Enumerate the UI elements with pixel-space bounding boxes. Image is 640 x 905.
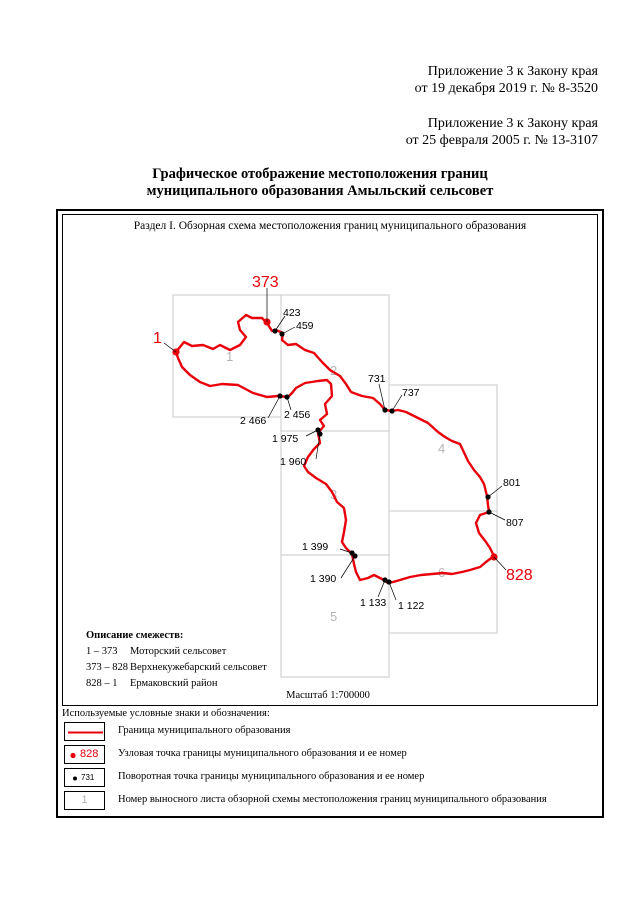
- header-line-3: Приложение 3 к Закону края: [427, 116, 598, 131]
- legend-text: Узловая точка границы муниципального образования и ее номер: [118, 748, 407, 759]
- legend-sample: 828: [80, 748, 99, 760]
- header-line-4: от 25 февраля 2005 г. № 13-3107: [405, 133, 598, 148]
- nodal-label-1: 1: [153, 330, 162, 347]
- adjacency-title: Описание смежеств:: [86, 630, 184, 641]
- sheet-number-1: 1: [226, 349, 234, 364]
- boundary-line-icon: [64, 722, 105, 741]
- sheet-number-5: 5: [330, 609, 338, 624]
- sheet-number-2: 2: [330, 363, 338, 378]
- adjacency-row: [86, 644, 267, 660]
- adjacency-code: 373 – 828: [86, 662, 128, 673]
- leader-lines: [164, 288, 506, 600]
- label-459: 459: [296, 320, 314, 332]
- adjacency-row: [86, 660, 267, 676]
- label-2456: 2 456: [284, 409, 311, 421]
- nodal-label-373: 373: [252, 274, 279, 291]
- legend-sample: 1: [81, 794, 88, 806]
- legend-text: Номер выносного листа обзорной схемы местоположения границ муниципального образования: [118, 794, 547, 805]
- sheet-number-3: 3: [330, 487, 338, 502]
- adjacency-name: Моторский сельсовет: [130, 646, 227, 657]
- sheet-number-6: 6: [438, 565, 446, 580]
- adjacency-description: [86, 628, 267, 692]
- legend-text: Поворотная точка границы муниципального образования и ее номер: [118, 771, 425, 782]
- header-line-2: от 19 декабря 2019 г. № 8-3520: [414, 81, 598, 96]
- sheet-number-4: 4: [438, 441, 446, 456]
- legend-title: Используемые условные знаки и обозначения:: [62, 708, 270, 719]
- turning-point-icon: [64, 768, 105, 787]
- label-1133: 1 133: [360, 597, 387, 609]
- adjacency-code: 828 – 1: [86, 678, 118, 689]
- legend-text: Граница муниципального образования: [118, 725, 291, 736]
- map-scale: Масштаб 1:700000: [286, 690, 370, 701]
- title-line-1: Графическое отображение местоположения границ: [152, 166, 488, 182]
- label-1399: 1 399: [302, 541, 329, 553]
- title-line-2: муниципального образования Амыльский сельсовет: [146, 183, 494, 199]
- label-1390: 1 390: [310, 573, 337, 585]
- adjacency-name: Ермаковский район: [130, 678, 218, 689]
- label-423: 423: [283, 307, 301, 319]
- adjacency-name: Верхнекужебарский сельсовет: [130, 662, 267, 673]
- label-737: 737: [402, 387, 420, 399]
- label-2466: 2 466: [240, 415, 267, 427]
- nodal-label-828: 828: [506, 567, 533, 584]
- label-801: 801: [503, 477, 521, 489]
- sheet-number-icon: [64, 791, 105, 810]
- adjacency-code: 1 – 373: [86, 646, 118, 657]
- label-1975: 1 975: [272, 433, 299, 445]
- legend-sample: 731: [81, 773, 95, 782]
- label-1122: 1 122: [398, 600, 425, 612]
- section-title: Раздел I. Обзорная схема местоположения границ муниципального образования: [133, 220, 527, 232]
- label-807: 807: [506, 517, 524, 529]
- label-731: 731: [368, 373, 386, 385]
- municipal-boundary: [176, 315, 494, 583]
- nodal-point-icon: [64, 745, 105, 764]
- header-line-1: Приложение 3 к Закону края: [427, 64, 598, 79]
- label-1960: 1 960: [280, 456, 307, 468]
